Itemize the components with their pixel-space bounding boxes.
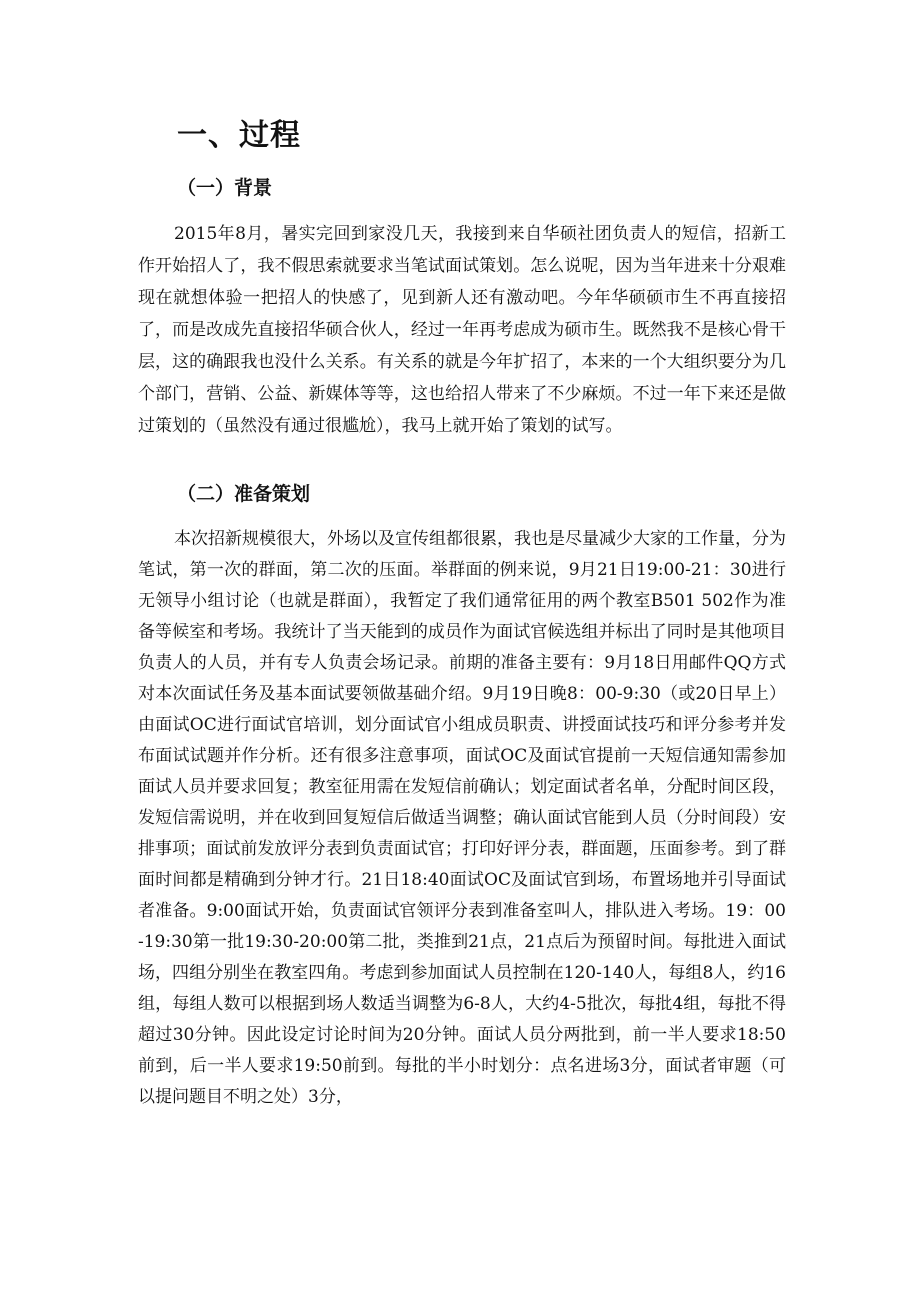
section-title-background: （一）背景 (177, 177, 273, 199)
section-title-preparation: （二）准备策划 (177, 483, 311, 505)
section-paragraph-background: 2015年8月，暑实完回到家没几天，我接到来自华硕社团负责人的短信，招新工作开始招人了，我不假思索就要求当笔试面试策划。怎么说呢，因为当年进来十分艰难现在就想体验一把招人的快感了，见到新人还有激动吧。今年华硕硕市生不再直接招了，而是改成先直接招华硕合伙人，经过一年再考虑成为硕市生。既然我不是核心骨干层，这的确跟我也没什么关系。有关系的就是今年扩招了，本来的一个大组织要分为几个部门，营销、公益、新媒体等等，这也给招人带来了不少麻烦。不过一年下来还是做过策划的（虽然没有通过很尴尬），我马上就开始了策划的试写。 (138, 224, 786, 436)
main-heading: 一、过程 (177, 118, 301, 153)
section-paragraph-preparation: 本次招新规模很大，外场以及宣传组都很累，我也是尽量减少大家的工作量，分为笔试，第一次的群面，第二次的压面。举群面的例来说，9月21日19:00-21：30进行无领导小组讨论（也就是群面），我暂定了我们通常征用的两个教室B501 502作为准备等候室和考场。我统计了当天能到的成员作为面试官候选组并标出了同时是其他项目负责人的人员，并有专人负责会场记录。前期的准备主要有：9月18日用邮件QQ方式对本次面试任务及基本面试要领做基础介绍。9月19日晚8：00-9:30（或20日早上）由面试OC进行面试官培训，划分面试官小组成员职责、讲授面试技巧和评分参考并发布面试试题并作分析。还有很多注意事项，面试OC及面试官提前一天短信通知需参加面试人员并要求回复；教室征用需在发短信前确认；划定面试者名单，分配时间区段，发短信需说明，并在收到回复短信后做适当调整；确认面试官能到人员（分时间段）安排事项；面试前发放评分表到负责面试官；打印好评分表，群面题，压面参考。到了群面时间都是精确到分钟才行。21日18:40面试OC及面试官到场，布置场地并引导面试者准备。9:00面试开始，负责面试官领评分表到准备室叫人，排队进入考场。19：00-19:30第一批19:30-20:00第二批，类推到21点，21点后为预留时间。每批进入面试场，四组分别坐在教室四角。考虑到参加面试人员控制在120-140人，每组8人，约16组，每组人数可以根据到场人数适当调整为6-8人，大约4-5批次，每批4组，每批不得超过30分钟。因此设定讨论时间为20分钟。面试人员分两批到，前一半人要求18:50前到，后一半人要求19:50前到。每批的半小时划分：点名进场3分，面试者审题（可以提问题目不明之处）3分， (138, 529, 786, 1107)
